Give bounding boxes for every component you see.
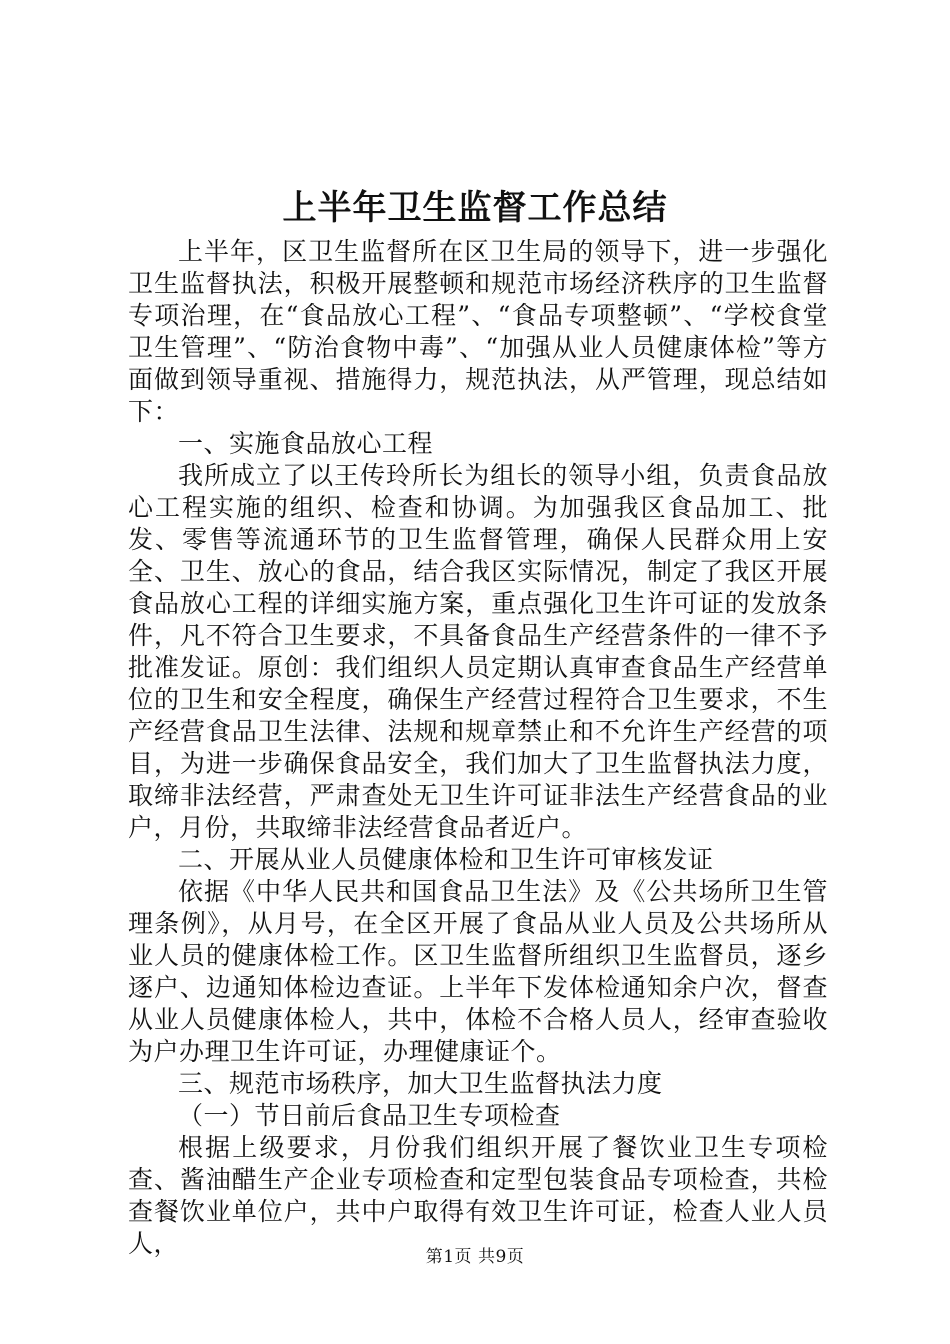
page-footer: 第1页 共9页 <box>425 1247 525 1267</box>
section-heading-3: 三、规范市场秩序，加大卫生监督执法力度 <box>178 1069 663 1098</box>
intro-paragraph: 上半年，区卫生监督所在区卫生局的领导下，进一步强化卫生监督执法，积极开展整顿和规范市场经济秩序的卫生监督专项治理，在“食品放心工程”、“食品专项整顿”、“学校食堂卫生管理”、“防治食物中毒”、“加强从业人员健康体检”等方面做到领导重视、措施得力，规范执法，从严管理，现总结如下： <box>128 237 828 426</box>
section-1-paragraph: 我所成立了以王传玲所长为组长的领导小组，负责食品放心工程实施的组织、检查和协调。为加强我区食品加工、批发、零售等流通环节的卫生监督管理，确保人民群众用上安全、卫生、放心的食品，结合我区实际情况，制定了我区开展食品放心工程的详细实施方案，重点强化卫生许可证的发放条件，凡不符合卫生要求，不具备食品生产经营条件的一律不予批准发证。原创：我们组织人员定期认真审查食品生产经营单位的卫生和安全程度，确保生产经营过程符合卫生要求，不生产经营食品卫生法律、法规和规章禁止和不允许生产经营的项目，为进一步确保食品安全，我们加大了卫生监督执法力度，取缔非法经营，严肃查处无卫生许可证非法生产经营食品的业户，月份，共取缔非法经营食品者近户。 <box>128 461 828 842</box>
section-heading-2: 二、开展从业人员健康体检和卫生许可审核发证 <box>178 845 714 874</box>
section-heading-1: 一、实施食品放心工程 <box>178 429 434 458</box>
document-title: 上半年卫生监督工作总结 <box>282 188 668 228</box>
subsection-3-1-paragraph: 根据上级要求，月份我们组织开展了餐饮业卫生专项检查、酱油醋生产企业专项检查和定型包装食品专项检查，共检查餐饮业单位户，共中户取得有效卫生许可证，检查人业人员人， <box>128 1133 828 1258</box>
subsection-heading-3-1: （一）节日前后食品卫生专项检查 <box>178 1101 561 1130</box>
document-body <box>128 236 828 1260</box>
section-2-paragraph: 依据《中华人民共和国食品卫生法》及《公共场所卫生管理条例》，从月号，在全区开展了食品从业人员及公共场所从业人员的健康体检工作。区卫生监督所组织卫生监督员，逐乡逐户、边通知体检边查证。上半年下发体检通知余户次，督查从业人员健康体检人，共中，体检不合格人员人，经审查验收为户办理卫生许可证，办理健康证个。 <box>128 877 828 1066</box>
